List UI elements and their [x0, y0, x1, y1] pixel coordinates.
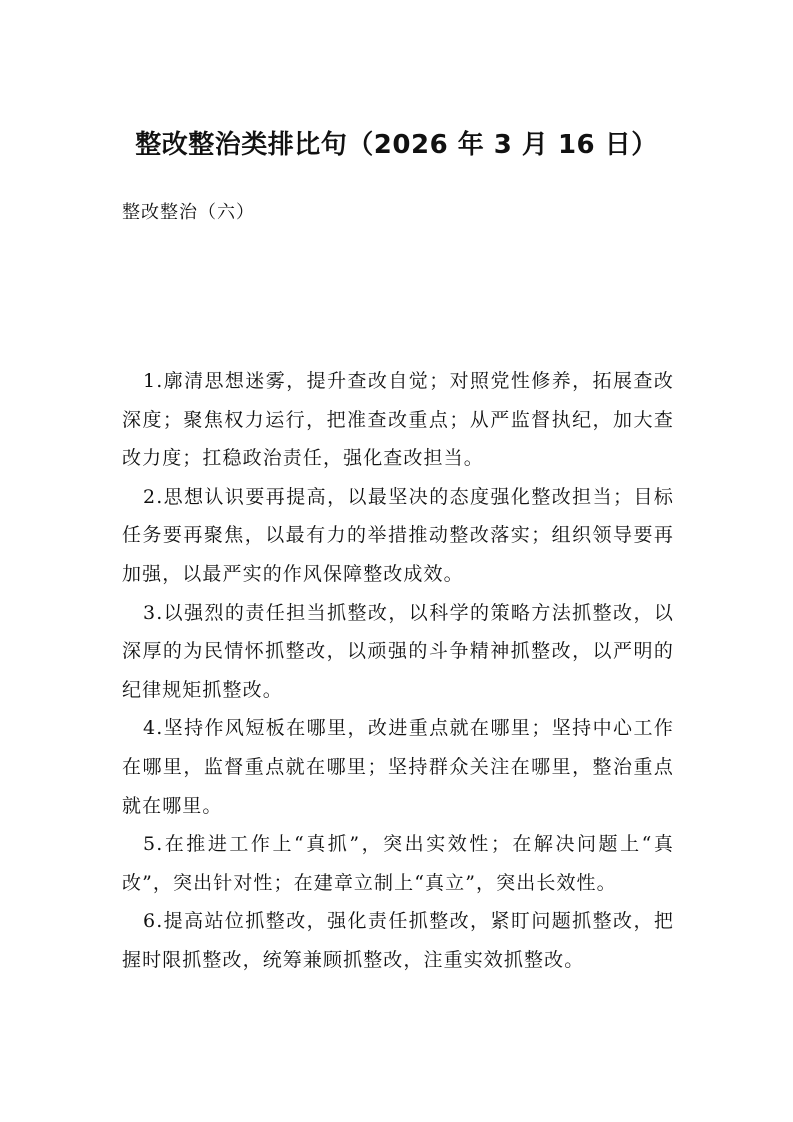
- page-title: 整改整治类排比句（2026 年 3 月 16 日）: [135, 130, 658, 160]
- paragraph-5: 5.在推进工作上“真抓”，突出实效性；在解决问题上“真改”，突出针对性；在建章立制上“真立”，突出长效性。: [122, 833, 674, 894]
- paragraph-6: 6.提高站位抓整改，强化责任抓整改，紧盯问题抓整改，把握时限抓整改，统筹兼顾抓整改，注重实效抓整改。: [122, 910, 674, 971]
- section-subtitle: 整改整治（六）: [122, 202, 255, 223]
- paragraph-3: 3.以强烈的责任担当抓整改，以科学的策略方法抓整改，以深厚的为民情怀抓整改，以顽强的斗争精神抓整改，以严明的纪律规矩抓整改。: [122, 601, 674, 701]
- paragraph-1: 1.廓清思想迷雾，提升查改自觉；对照党性修养，拓展查改深度；聚焦权力运行，把准查改重点；从严监督执纪，加大查改力度；扛稳政治责任，强化查改担当。: [122, 370, 674, 470]
- document-body: [122, 362, 674, 980]
- paragraph-2: 2.思想认识要再提高，以最坚决的态度强化整改担当；目标任务要再聚焦，以最有力的举措推动整改落实；组织领导要再加强，以最严实的作风保障整改成效。: [122, 485, 674, 585]
- paragraph-4: 4.坚持作风短板在哪里，改进重点就在哪里；坚持中心工作在哪里，监督重点就在哪里；坚持群众关注在哪里，整治重点就在哪里。: [122, 717, 674, 817]
